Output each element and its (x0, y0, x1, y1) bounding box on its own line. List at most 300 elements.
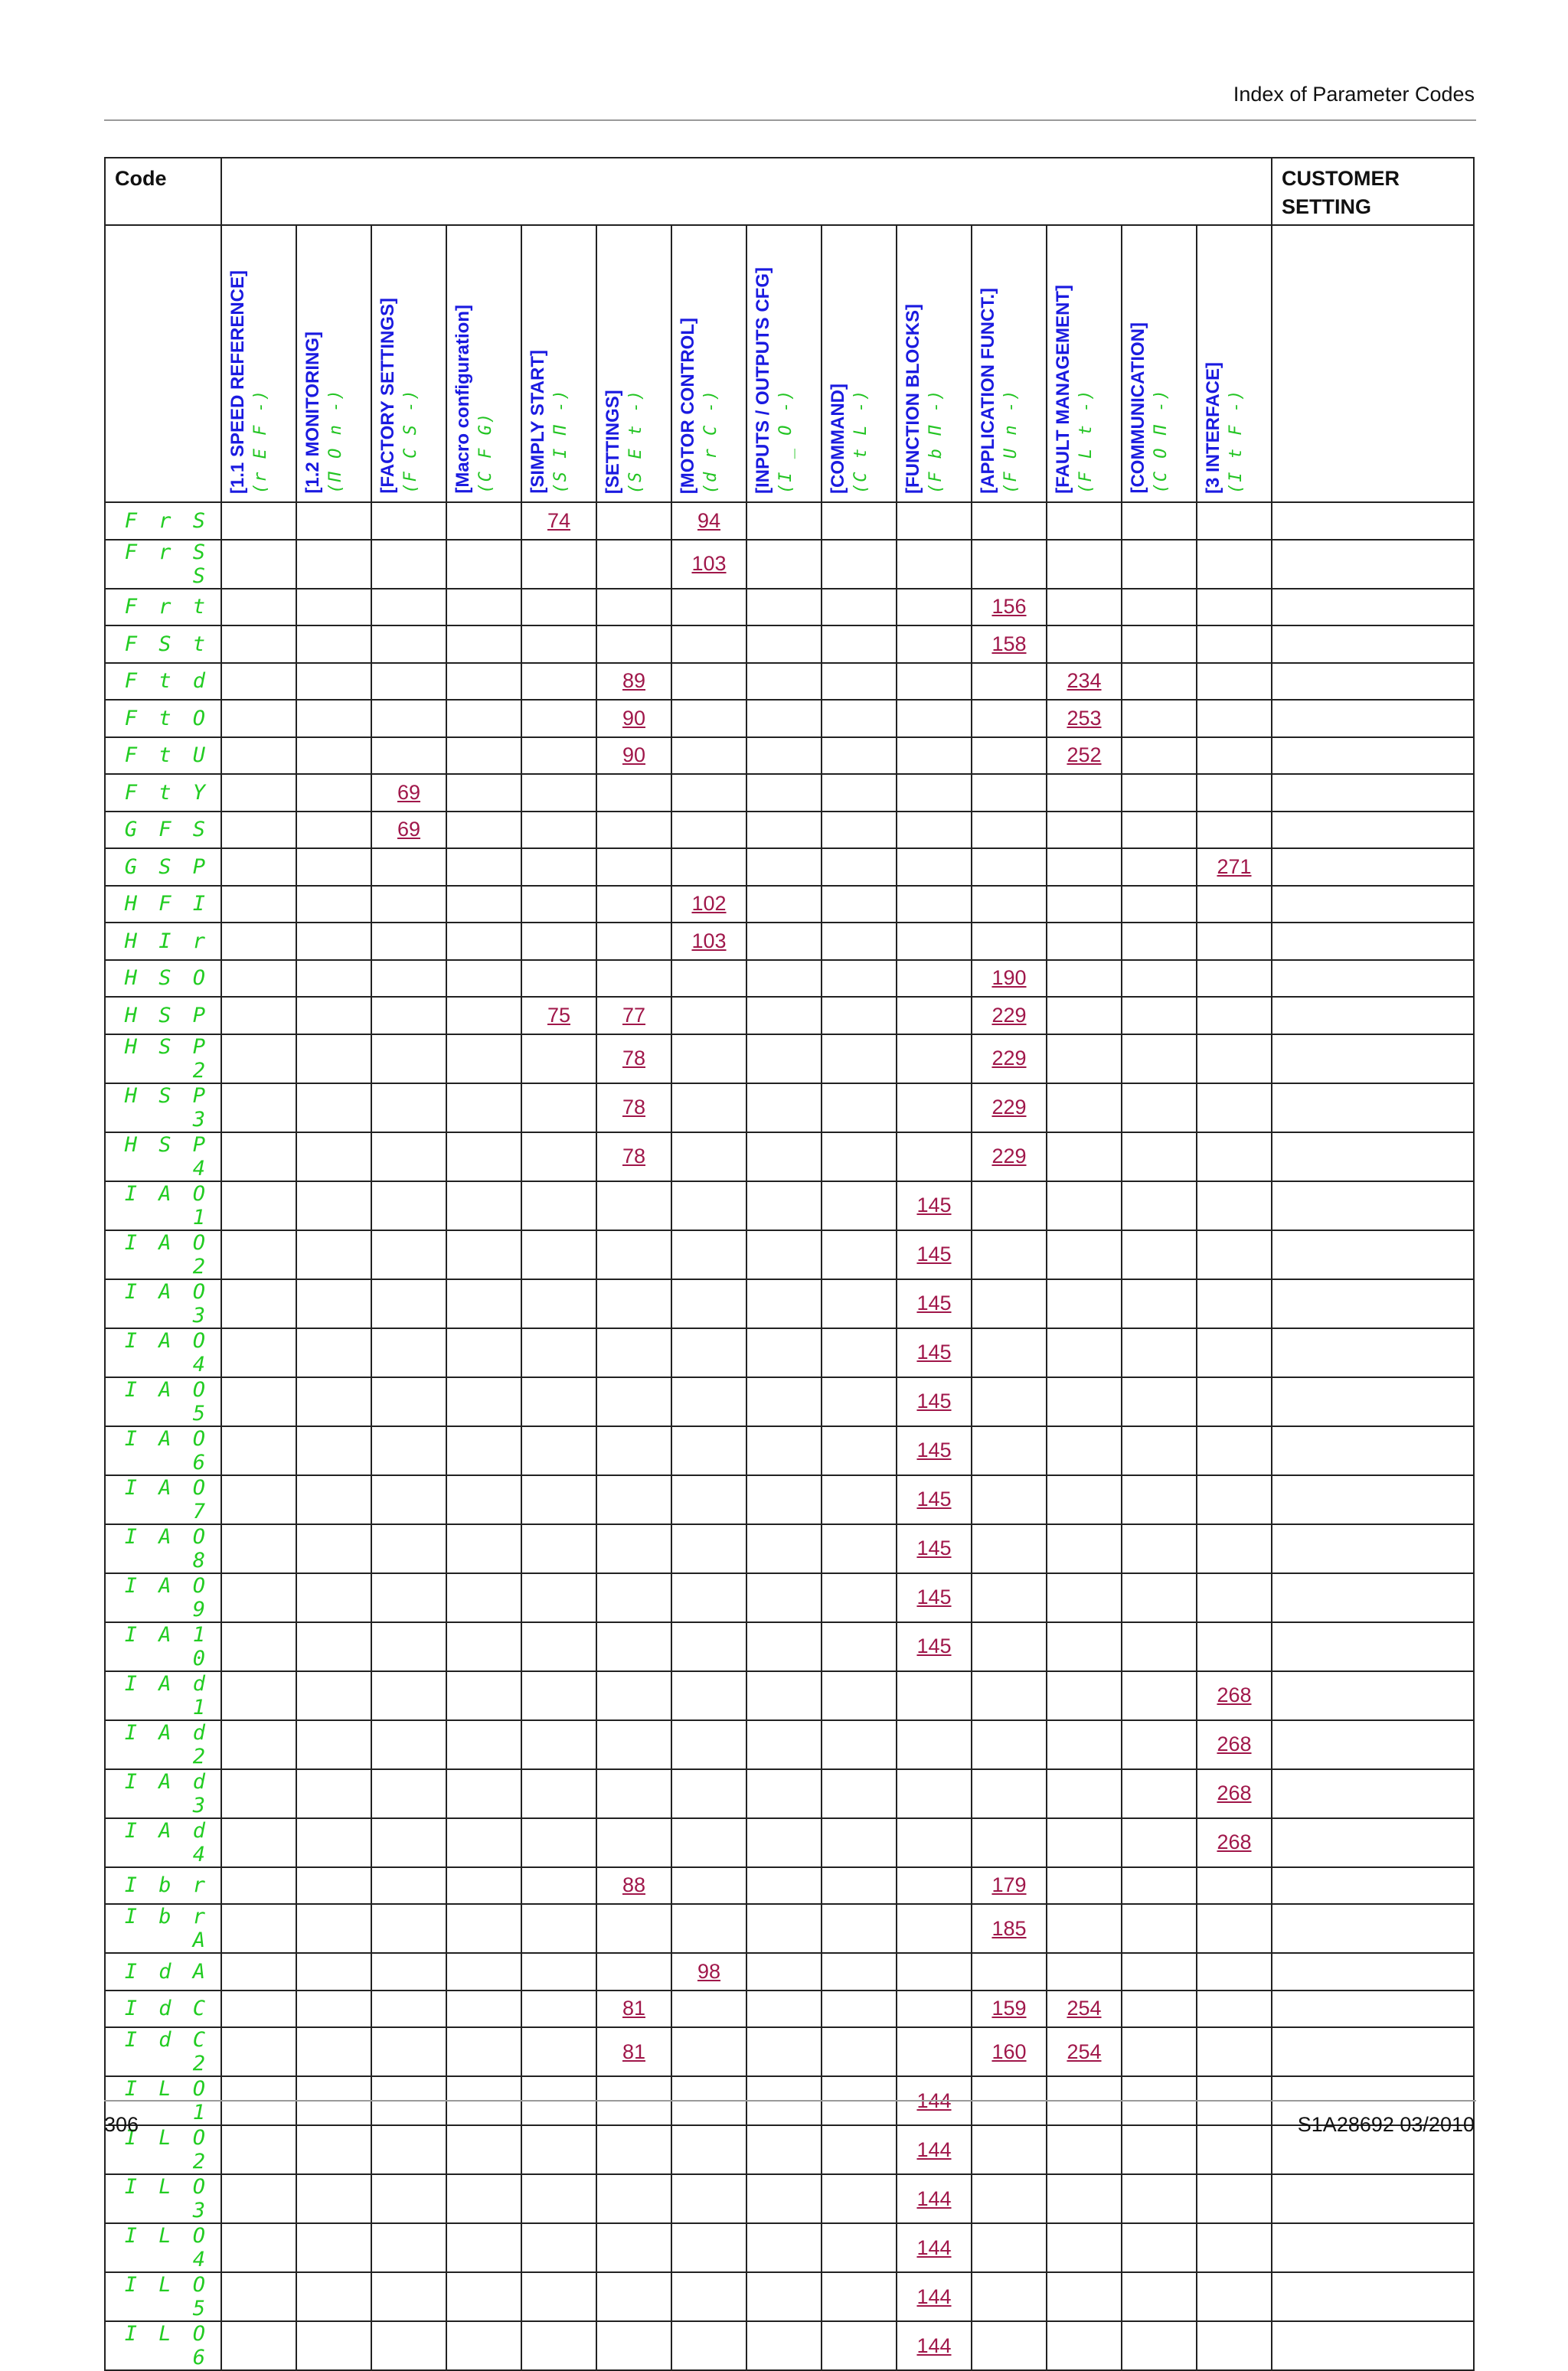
page-ref-cell (746, 1904, 822, 1953)
page-link[interactable]: 145 (916, 1488, 952, 1510)
parameter-code: F S t (105, 625, 221, 663)
page-link[interactable]: 102 (691, 892, 727, 916)
page-ref-cell (1197, 812, 1272, 849)
page-link[interactable]: 144 (916, 2284, 952, 2308)
table-row (105, 2174, 1474, 2223)
parameter-code: I A 1 0 (105, 1622, 221, 1671)
menu-column-header (1122, 225, 1197, 502)
table-row (105, 663, 1474, 701)
page-link[interactable]: 145 (916, 1341, 952, 1363)
page-ref-cell (446, 1279, 521, 1328)
page-ref-cell (897, 1328, 972, 1377)
page-link[interactable]: 78 (622, 1096, 646, 1119)
page-link[interactable]: 144 (916, 2089, 952, 2112)
page-link[interactable]: 268 (1217, 1733, 1252, 1755)
page-ref-cell (521, 1475, 596, 1524)
page-ref-cell (446, 1524, 521, 1573)
page-link[interactable]: 268 (1217, 1684, 1252, 1706)
page-link[interactable]: 81 (622, 1997, 646, 2020)
page-ref-cell (446, 1573, 521, 1622)
page-ref-cell (371, 848, 446, 886)
page-ref-cell (596, 1524, 671, 1573)
page-ref-cell (296, 502, 371, 540)
page-ref-cell (822, 1328, 897, 1377)
page-ref-cell (521, 886, 596, 923)
page-ref-cell (972, 502, 1047, 540)
page-ref-cell (446, 1720, 521, 1769)
page-ref-cell (1047, 923, 1122, 960)
page-link[interactable]: 81 (622, 2040, 646, 2063)
page-ref-cell (1197, 1181, 1272, 1230)
parameter-code: H I r (105, 923, 221, 960)
table-row (105, 1991, 1474, 2028)
page-ref-cell (446, 1671, 521, 1720)
page-ref-cell (296, 1132, 371, 1181)
page-ref-cell (1122, 2321, 1197, 2370)
page-ref-cell (296, 923, 371, 960)
page-ref-cell (1122, 1953, 1197, 1991)
page-ref-cell (296, 1867, 371, 1905)
menu-column-header (671, 225, 746, 502)
page-ref-cell (296, 625, 371, 663)
table-row (105, 2272, 1474, 2321)
page-ref-cell (1197, 1904, 1272, 1953)
page-link[interactable]: 271 (1217, 854, 1252, 878)
menu-label: [SIMPLY START] (528, 350, 548, 494)
page-ref-cell (1047, 1181, 1122, 1230)
page-ref-cell (221, 923, 296, 960)
customer-setting-cell (1272, 812, 1474, 849)
menu-column-header (897, 225, 972, 502)
page-ref-cell (671, 2223, 746, 2272)
page-ref-cell (596, 2027, 671, 2076)
page-link[interactable]: 74 (547, 508, 571, 532)
page-ref-cell (221, 1573, 296, 1622)
page-link[interactable]: 69 (397, 818, 421, 841)
page-ref-cell (1047, 1769, 1122, 1818)
page-ref-cell (671, 2125, 746, 2174)
page-ref-cell (1197, 1377, 1272, 1426)
page-ref-cell (822, 2125, 897, 2174)
page-ref-cell (822, 2321, 897, 2370)
page-ref-cell (1047, 2027, 1122, 2076)
page-link[interactable]: 185 (991, 1916, 1027, 1940)
page-ref-cell (671, 540, 746, 589)
menu-code: (r E F -) (251, 388, 270, 494)
page-ref-cell (1047, 886, 1122, 923)
page-ref-cell (296, 2321, 371, 2370)
table-row (105, 1034, 1474, 1083)
page-link[interactable]: 145 (916, 1292, 952, 1315)
page-link[interactable]: 69 (397, 780, 421, 804)
page-ref-cell (296, 1524, 371, 1573)
page-ref-cell (671, 502, 746, 540)
parameter-code: I A O 7 (105, 1475, 221, 1524)
page-link[interactable]: 254 (1067, 1997, 1102, 2020)
customer-setting-cell (1272, 960, 1474, 998)
page-ref-cell (221, 1132, 296, 1181)
page-ref-cell (1197, 1953, 1272, 1991)
page-ref-cell (822, 2027, 897, 2076)
table-row (105, 812, 1474, 849)
page-link[interactable]: 179 (991, 1873, 1027, 1897)
customer-setting-cell (1272, 1671, 1474, 1720)
page-ref-cell (296, 737, 371, 775)
customer-setting-cell (1272, 886, 1474, 923)
page-ref-cell (1197, 1328, 1272, 1377)
page-ref-cell (596, 923, 671, 960)
page-link[interactable]: 145 (916, 1243, 952, 1266)
page-ref-cell (221, 1083, 296, 1132)
page-ref-cell (1197, 923, 1272, 960)
page-ref-cell (671, 1034, 746, 1083)
page-ref-cell (446, 1083, 521, 1132)
page-link[interactable]: 103 (691, 552, 727, 575)
page-ref-cell (596, 2125, 671, 2174)
page-ref-cell (822, 2223, 897, 2272)
page-ref-cell (1047, 1991, 1122, 2028)
parameter-index-table (104, 157, 1475, 2371)
page-ref-cell (1197, 2223, 1272, 2272)
customer-setting-cell (1272, 1328, 1474, 1377)
page-ref-cell (671, 589, 746, 626)
page-ref-cell (446, 1867, 521, 1905)
page-ref-cell (972, 625, 1047, 663)
page-ref-cell (1122, 2272, 1197, 2321)
page-ref-cell (1197, 1034, 1272, 1083)
customer-setting-cell (1272, 1279, 1474, 1328)
page-ref-cell (596, 1083, 671, 1132)
page-ref-cell (521, 2223, 596, 2272)
table-row (105, 1475, 1474, 1524)
page-ref-cell (596, 1904, 671, 1953)
page-ref-cell (521, 1279, 596, 1328)
page-ref-cell (596, 2223, 671, 2272)
customer-setting-cell (1272, 1622, 1474, 1671)
page-ref-cell (446, 2321, 521, 2370)
page-link[interactable]: 144 (916, 2186, 952, 2210)
customer-setting-cell (1272, 1034, 1474, 1083)
page-ref-cell (671, 1818, 746, 1867)
table-row (105, 1132, 1474, 1181)
page-ref-cell (822, 1524, 897, 1573)
page-ref-cell (822, 589, 897, 626)
page-ref-cell (371, 1622, 446, 1671)
code-column-header: Code (105, 158, 221, 225)
page-ref-cell (746, 1573, 822, 1622)
page-ref-cell (897, 1279, 972, 1328)
page-ref-cell (1122, 625, 1197, 663)
table-row (105, 2027, 1474, 2076)
page-ref-cell (521, 1328, 596, 1377)
page-ref-cell (746, 923, 822, 960)
page-ref-cell (521, 700, 596, 737)
page-link[interactable]: 234 (1067, 669, 1102, 693)
page-link[interactable]: 145 (916, 1390, 952, 1412)
parameter-code: F r t (105, 589, 221, 626)
page-ref-cell (746, 502, 822, 540)
customer-setting-cell (1272, 774, 1474, 812)
page-ref-cell (446, 1230, 521, 1279)
page-ref-cell (822, 2272, 897, 2321)
page-ref-cell (221, 1181, 296, 1230)
page-link[interactable]: 145 (916, 1194, 952, 1217)
table-row (105, 589, 1474, 626)
table-body (105, 502, 1474, 2370)
page-ref-cell (822, 1083, 897, 1132)
page-link[interactable]: 268 (1217, 1831, 1252, 1853)
page-ref-cell (897, 700, 972, 737)
page-ref-cell (671, 1132, 746, 1181)
page-ref-cell (296, 540, 371, 589)
customer-setting-cell (1272, 2321, 1474, 2370)
page-ref-cell (596, 997, 671, 1034)
page-ref-cell (521, 1181, 596, 1230)
page-ref-cell (1047, 1904, 1122, 1953)
page-ref-cell (446, 1769, 521, 1818)
page-ref-cell (897, 812, 972, 849)
page-ref-cell (1122, 700, 1197, 737)
page-link[interactable]: 159 (991, 1997, 1027, 2020)
page-link[interactable]: 156 (991, 595, 1027, 619)
page-ref-cell (1047, 2125, 1122, 2174)
page-ref-cell (371, 1953, 446, 1991)
parameter-code: F t O (105, 700, 221, 737)
customer-setting-cell (1272, 700, 1474, 737)
page-ref-cell (972, 589, 1047, 626)
page-ref-cell (671, 2321, 746, 2370)
parameter-code: I L O 5 (105, 2272, 221, 2321)
page-ref-cell (671, 848, 746, 886)
page-link[interactable]: 78 (622, 1047, 646, 1070)
page-ref-cell (671, 812, 746, 849)
page-link[interactable]: 254 (1067, 2040, 1102, 2063)
customer-setting-cell (1272, 1524, 1474, 1573)
page-ref-cell (521, 2125, 596, 2174)
page-ref-cell (897, 1720, 972, 1769)
page-ref-cell (671, 1475, 746, 1524)
page-ref-cell (221, 1328, 296, 1377)
page-ref-cell (671, 700, 746, 737)
page-ref-cell (296, 1475, 371, 1524)
page-ref-cell (296, 886, 371, 923)
page-ref-cell (671, 1769, 746, 1818)
page-ref-cell (1197, 1475, 1272, 1524)
menu-label: [1.1 SPEED REFERENCE] (227, 269, 248, 494)
page-ref-cell (221, 1524, 296, 1573)
page-link[interactable]: 253 (1067, 706, 1102, 730)
page-ref-cell (671, 2027, 746, 2076)
page-ref-cell (972, 1328, 1047, 1377)
parameter-code: I L O 3 (105, 2174, 221, 2223)
page-ref-cell (972, 1769, 1047, 1818)
page-link[interactable]: 229 (991, 1096, 1027, 1119)
parameter-code: I A O 9 (105, 1573, 221, 1622)
page-ref-cell (221, 1671, 296, 1720)
footer-rule (104, 2100, 1476, 2102)
menu-label: [Macro configuration] (452, 305, 473, 494)
page-ref-cell (746, 1328, 822, 1377)
parameter-code: I A O 1 (105, 1181, 221, 1230)
page-link[interactable]: 90 (622, 743, 646, 767)
parameter-code: H S P 4 (105, 1132, 221, 1181)
page-link[interactable]: 88 (622, 1873, 646, 1897)
page-ref-cell (446, 886, 521, 923)
page-ref-cell (1197, 1867, 1272, 1905)
page-link[interactable]: 75 (547, 1003, 571, 1027)
page-ref-cell (371, 1524, 446, 1573)
page-link[interactable]: 160 (991, 2040, 1027, 2063)
page-ref-cell (671, 2174, 746, 2223)
page-link[interactable]: 145 (916, 1635, 952, 1657)
page-ref-cell (972, 886, 1047, 923)
menu-label: [FUNCTION BLOCKS] (903, 304, 923, 494)
page-ref-cell (972, 1867, 1047, 1905)
page-link[interactable]: 145 (916, 1586, 952, 1608)
menu-column-header (1047, 225, 1122, 502)
page-ref-cell (897, 2223, 972, 2272)
page-ref-cell (897, 774, 972, 812)
menu-column-header (371, 225, 446, 502)
parameter-code: I A d 1 (105, 1671, 221, 1720)
page-ref-cell (596, 625, 671, 663)
page-ref-cell (822, 737, 897, 775)
page-link[interactable]: 89 (622, 669, 646, 693)
table-header-row (105, 158, 1474, 225)
page-ref-cell (671, 1953, 746, 1991)
page-link[interactable]: 145 (916, 1439, 952, 1461)
page-ref-cell (521, 1818, 596, 1867)
page-ref-cell (1122, 1230, 1197, 1279)
page-link[interactable]: 229 (991, 1145, 1027, 1168)
page-ref-cell (746, 1867, 822, 1905)
page-link[interactable]: 144 (916, 2137, 952, 2161)
page-ref-cell (596, 502, 671, 540)
menu-code: (Π O n -) (326, 388, 345, 494)
page-ref-cell (446, 2272, 521, 2321)
page-ref-cell (972, 1720, 1047, 1769)
page-ref-cell (1122, 1622, 1197, 1671)
page-link[interactable]: 144 (916, 2235, 952, 2259)
page-link[interactable]: 190 (991, 966, 1027, 990)
page-ref-cell (521, 812, 596, 849)
page-ref-cell (596, 737, 671, 775)
page-ref-cell (1047, 625, 1122, 663)
page-ref-cell (972, 1034, 1047, 1083)
page-ref-cell (1047, 589, 1122, 626)
page-ref-cell (1197, 848, 1272, 886)
page-ref-cell (521, 1034, 596, 1083)
page-link[interactable]: 90 (622, 706, 646, 730)
page-ref-cell (371, 589, 446, 626)
page-link[interactable]: 229 (991, 1003, 1027, 1027)
page-ref-cell (596, 589, 671, 626)
page-link[interactable]: 229 (991, 1047, 1027, 1070)
page-ref-cell (1047, 1328, 1122, 1377)
page-ref-cell (221, 1904, 296, 1953)
table-row (105, 540, 1474, 589)
page-ref-cell (446, 1953, 521, 1991)
page-ref-cell (596, 848, 671, 886)
page-link[interactable]: 77 (622, 1003, 646, 1027)
page-link[interactable]: 94 (697, 508, 721, 532)
customer-setting-cell (1272, 2174, 1474, 2223)
page-link[interactable]: 144 (916, 2333, 952, 2357)
page-ref-cell (822, 540, 897, 589)
parameter-code: I b r A (105, 1904, 221, 1953)
page-ref-cell (296, 1904, 371, 1953)
page-ref-cell (221, 2223, 296, 2272)
page-ref-cell (1047, 2321, 1122, 2370)
page-link[interactable]: 145 (916, 1537, 952, 1559)
page-ref-cell (671, 1524, 746, 1573)
page-ref-cell (521, 997, 596, 1034)
page-ref-cell (1047, 1230, 1122, 1279)
page-ref-cell (972, 774, 1047, 812)
page-ref-cell (1047, 2272, 1122, 2321)
page-ref-cell (596, 1953, 671, 1991)
page-ref-cell (596, 1622, 671, 1671)
page-ref-cell (1047, 1426, 1122, 1475)
page-ref-cell (221, 1991, 296, 2028)
page-ref-cell (1122, 1328, 1197, 1377)
page-ref-cell (1047, 1671, 1122, 1720)
page-link[interactable]: 268 (1217, 1782, 1252, 1804)
page-ref-cell (822, 1377, 897, 1426)
page-link[interactable]: 158 (991, 632, 1027, 655)
page-ref-cell (972, 2272, 1047, 2321)
menu-code: (F U n -) (1001, 388, 1021, 494)
page-ref-cell (296, 848, 371, 886)
page-number: 306 (104, 2113, 139, 2136)
parameter-code: I A O 3 (105, 1279, 221, 1328)
page-ref-cell (897, 1671, 972, 1720)
page-ref-cell (1122, 1475, 1197, 1524)
page-ref-cell (521, 923, 596, 960)
menu-code: (F b Π -) (926, 388, 946, 494)
page-ref-cell (897, 1904, 972, 1953)
page-ref-cell (446, 2174, 521, 2223)
customer-setting-cell (1272, 737, 1474, 775)
page-ref-cell (897, 625, 972, 663)
page-link[interactable]: 98 (697, 1959, 721, 1983)
page-ref-cell (1047, 1034, 1122, 1083)
page-ref-cell (746, 1769, 822, 1818)
page-ref-cell (296, 1720, 371, 1769)
menu-code: (I t F -) (1227, 388, 1246, 494)
page-link[interactable]: 252 (1067, 743, 1102, 767)
page-ref-cell (972, 2321, 1047, 2370)
page-ref-cell (746, 2321, 822, 2370)
page-link[interactable]: 78 (622, 1145, 646, 1168)
page-ref-cell (822, 1426, 897, 1475)
page-ref-cell (296, 1230, 371, 1279)
menu-code: (S E t -) (626, 388, 645, 494)
page-ref-cell (822, 812, 897, 849)
page-ref-cell (596, 1573, 671, 1622)
page-link[interactable]: 103 (691, 929, 727, 952)
page-ref-cell (1197, 1671, 1272, 1720)
page-ref-cell (1047, 1573, 1122, 1622)
page-ref-cell (521, 1904, 596, 1953)
page-ref-cell (596, 1279, 671, 1328)
table-row (105, 923, 1474, 960)
page-ref-cell (1122, 848, 1197, 886)
menu-column-header (446, 225, 521, 502)
page-ref-cell (446, 1475, 521, 1524)
table-row (105, 774, 1474, 812)
page-ref-cell (371, 2027, 446, 2076)
